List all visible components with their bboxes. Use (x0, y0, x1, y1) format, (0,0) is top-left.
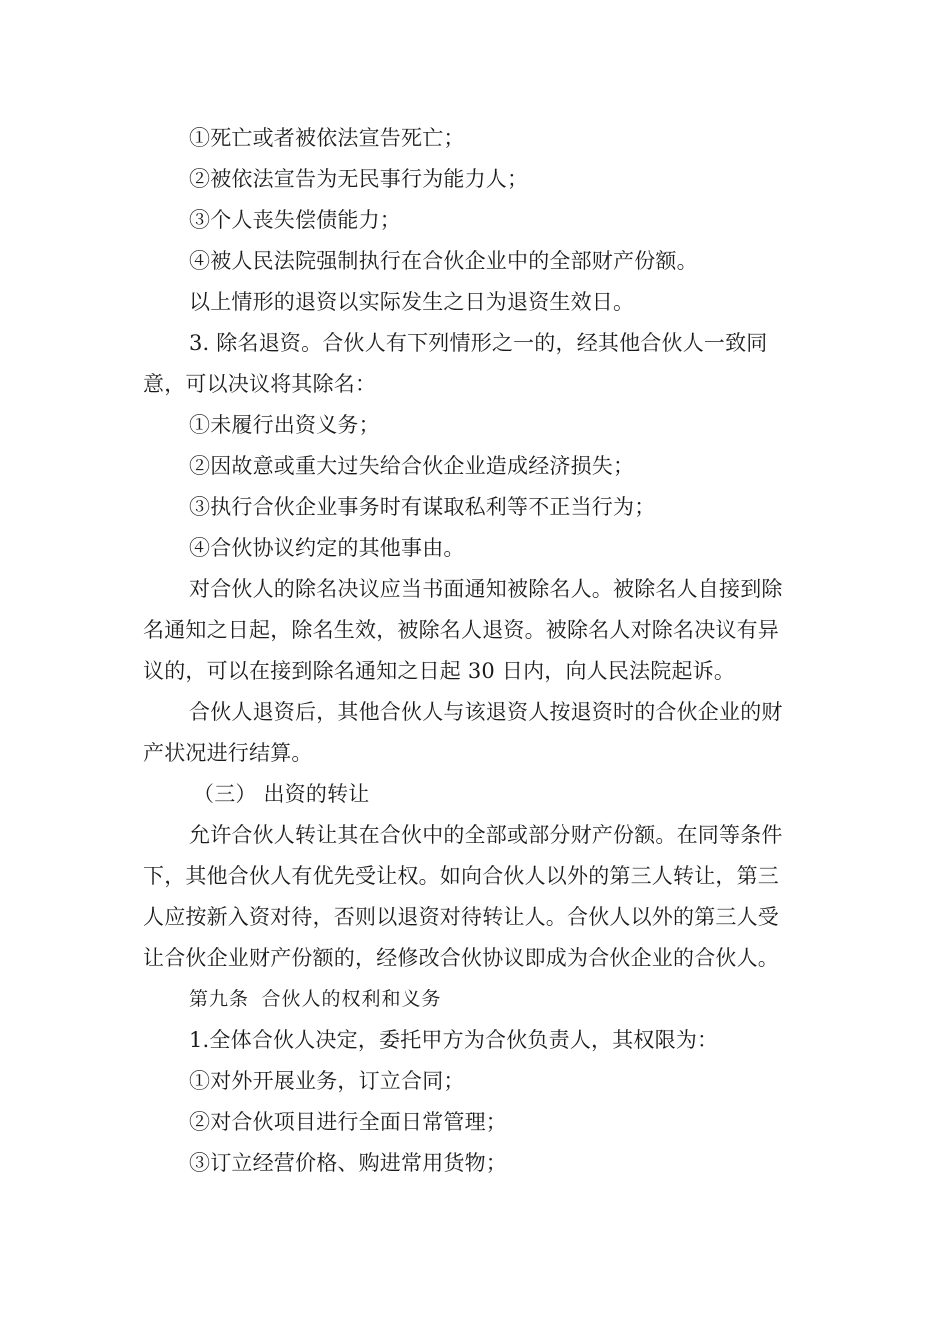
paragraph-line: 名通知之日起，除名生效，被除名人退资。被除名人对除名决议有异 (143, 618, 779, 642)
list-item: ②对合伙项目进行全面日常管理； (189, 1110, 507, 1134)
list-item: ①未履行出资义务； (189, 413, 380, 437)
paragraph-line: 1.全体合伙人决定，委托甲方为合伙负责人，其权限为： (189, 1028, 719, 1052)
list-item: ③个人丧失偿债能力； (189, 208, 401, 232)
list-item: ②被依法宣告为无民事行为能力人； (189, 167, 529, 191)
paragraph-line: 意，可以决议将其除名： (143, 372, 377, 396)
list-item: ①死亡或者被依法宣告死亡； (189, 126, 465, 150)
section-heading: （三） 出资的转让 (193, 782, 370, 806)
paragraph-line: 让合伙企业财产份额的，经修改合伙协议即成为合伙企业的合伙人。 (143, 946, 779, 970)
paragraph-line: 人应按新入资对待，否则以退资对待转让人。合伙人以外的第三人受 (143, 905, 779, 929)
paragraph-line: 下，其他合伙人有优先受让权。如向合伙人以外的第三人转让，第三 (143, 864, 779, 888)
paragraph-line: 合伙人退资后，其他合伙人与该退资人按退资时的合伙企业的财 (189, 700, 783, 724)
list-item: ①对外开展业务，订立合同； (189, 1069, 465, 1093)
paragraph-line: 产状况进行结算。 (143, 741, 313, 765)
list-item: ③订立经营价格、购进常用货物； (189, 1151, 507, 1175)
list-item: ③执行合伙企业事务时有谋取私利等不正当行为； (189, 495, 656, 519)
article-heading: 第九条 合伙人的权利和义务 (189, 988, 442, 1010)
paragraph-line: 允许合伙人转让其在合伙中的全部或部分财产份额。在同等条件 (189, 823, 783, 847)
paragraph-line: 对合伙人的除名决议应当书面通知被除名人。被除名人自接到除 (189, 577, 783, 601)
paragraph-line: 3. 除名退资。合伙人有下列情形之一的，经其他合伙人一致同 (189, 331, 768, 355)
list-item: ②因故意或重大过失给合伙企业造成经济损失； (189, 454, 635, 478)
document-body (143, 118, 811, 1184)
paragraph-line: 议的，可以在接到除名通知之日起 30 日内，向人民法院起诉。 (143, 659, 736, 683)
paragraph-line: 以上情形的退资以实际发生之日为退资生效日。 (189, 290, 635, 314)
list-item: ④被人民法院强制执行在合伙企业中的全部财产份额。 (189, 249, 698, 273)
list-item: ④合伙协议约定的其他事由。 (189, 536, 465, 560)
